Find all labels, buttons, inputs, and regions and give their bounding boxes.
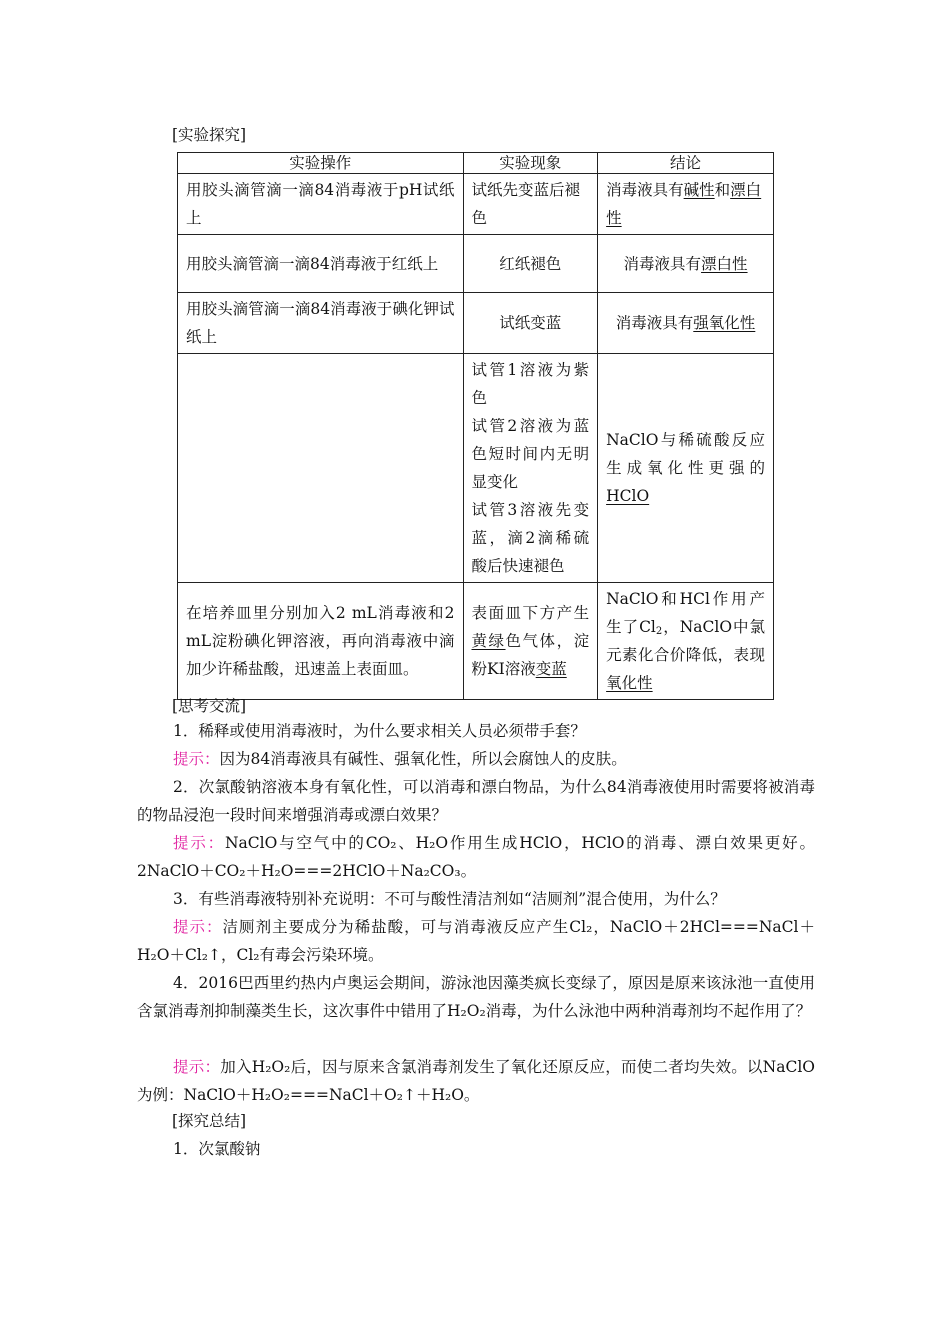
conclusion-text: 消毒液具有	[606, 181, 684, 199]
conclusion-text: NaClO与稀硫酸反应生成氧化性更强的	[606, 431, 765, 477]
observation-text: 表面皿下方产生	[471, 604, 590, 622]
observation-underlined: 变蓝	[535, 660, 567, 678]
answer-text: 加入H₂O₂后，因与原来含氯消毒剂发生了氧化还原反应，而使二者均失效。以NaClO为例：NaClO＋H₂O₂===NaCl＋O₂↑＋H₂O。	[137, 1058, 815, 1104]
section-heading-experiment: [实验探究]	[172, 126, 247, 144]
conclusion-underlined: HClO	[606, 487, 650, 505]
conclusion-underlined: 碱性	[683, 181, 715, 199]
question-1: 1．稀释或使用消毒液时，为什么要求相关人员必须带手套？	[173, 722, 586, 740]
section-heading-think: [思考交流]	[172, 697, 247, 715]
cell-conclusion	[598, 235, 774, 293]
cell-phenomenon: 试纸先变蓝后褪色	[463, 174, 598, 235]
conclusion-underlined: 强氧化性	[693, 314, 756, 332]
cell-phenomenon	[463, 354, 598, 583]
table-row	[178, 293, 774, 354]
table-row	[178, 583, 774, 700]
hint-label: 提示：	[173, 750, 220, 768]
header-conclusion: 结论	[598, 153, 774, 174]
conclusion-text: ，NaClO中氯元素化合价降低，表现	[606, 618, 765, 664]
observation-tube-3: 试管3溶液先变蓝，滴2滴稀硫酸后快速褪色	[471, 501, 590, 575]
hint-label: 提示：	[173, 834, 225, 852]
hint-label: 提示：	[173, 1058, 221, 1076]
answer-2	[137, 829, 815, 885]
cell-operation: 用胶头滴管滴一滴84消毒液于红纸上	[178, 235, 464, 293]
observation-underlined: 黄绿	[471, 632, 506, 650]
cell-phenomenon: 红纸褪色	[463, 235, 598, 293]
cell-operation: 用胶头滴管滴一滴84消毒液于pH试纸上	[178, 174, 464, 235]
experiment-table	[177, 152, 774, 700]
cell-conclusion	[598, 293, 774, 354]
header-operation: 实验操作	[178, 153, 464, 174]
conclusion-underlined: 氧化性	[606, 674, 653, 692]
question-4: 4．2016巴西里约热内卢奥运会期间，游泳池因藻类疯长变绿了，原因是原来该泳池一直使用含氯消毒剂抑制藻类生长，这次事件中错用了H₂O₂消毒，为什么泳池中两种消毒剂均不起作用了？	[137, 974, 815, 1020]
answer-text: NaClO与空气中的CO₂、H₂O作用生成HClO，HClO的消毒、漂白效果更好。2NaClO＋CO₂＋H₂O===2HClO＋Na₂CO₃。	[137, 834, 815, 880]
cell-operation: 用胶头滴管滴一滴84消毒液于碘化钾试纸上	[178, 293, 464, 354]
subscript: 2	[655, 626, 663, 637]
answer-4	[137, 1053, 815, 1109]
cell-operation: 在培养皿里分别加入2 mL消毒液和2 mL淀粉碘化钾溶液，再向消毒液中滴加少许稀盐酸，迅速盖上表面皿。	[178, 583, 464, 700]
conclusion-underlined: 漂白性	[606, 181, 762, 227]
conclusion-text: 消毒液具有	[623, 254, 702, 273]
observation-tube-2: 试管2溶液为蓝色短时间内无明显变化	[471, 417, 590, 491]
answer-text: 洁厕剂主要成分为稀盐酸，可与消毒液反应产生Cl₂，NaClO＋2HCl===NaCl＋H₂O＋Cl₂↑，Cl₂有毒会污染环境。	[137, 918, 815, 964]
header-phenomenon: 实验现象	[463, 153, 598, 174]
summary-item-1: 1．次氯酸钠	[173, 1140, 261, 1158]
conclusion-text: 和	[714, 181, 731, 199]
answer-1	[137, 745, 815, 773]
answer-text: 因为84消毒液具有碱性、强氧化性，所以会腐蚀人的皮肤。	[219, 750, 627, 768]
cell-phenomenon	[463, 583, 598, 700]
cell-operation-empty	[178, 354, 464, 583]
question-2: 2．次氯酸钠溶液本身有氧化性，可以消毒和漂白物品，为什么84消毒液使用时需要将被消毒的物品浸泡一段时间来增强消毒或漂白效果？	[137, 778, 815, 824]
cell-conclusion	[598, 354, 774, 583]
question-3: 3．有些消毒液特别补充说明：不可与酸性清洁剂如“洁厕剂”混合使用，为什么？	[173, 890, 726, 908]
conclusion-text: 消毒液具有	[615, 314, 694, 332]
answer-3	[137, 913, 815, 969]
conclusion-underlined: 漂白性	[701, 254, 748, 273]
table-row	[178, 235, 774, 293]
table-row	[178, 174, 774, 235]
cell-conclusion	[598, 174, 774, 235]
conclusion-text: NaClO和HCl作用产生了Cl	[606, 590, 765, 636]
table-row	[178, 354, 774, 583]
table-header-row	[178, 153, 774, 174]
cell-phenomenon: 试纸变蓝	[463, 293, 598, 354]
observation-tube-1: 试管1溶液为紫色	[471, 361, 590, 407]
cell-conclusion	[598, 583, 774, 700]
observation-text: 色气体，淀粉KI溶液	[471, 632, 590, 678]
section-heading-summary: [探究总结]	[172, 1112, 247, 1130]
hint-label: 提示：	[173, 918, 223, 936]
